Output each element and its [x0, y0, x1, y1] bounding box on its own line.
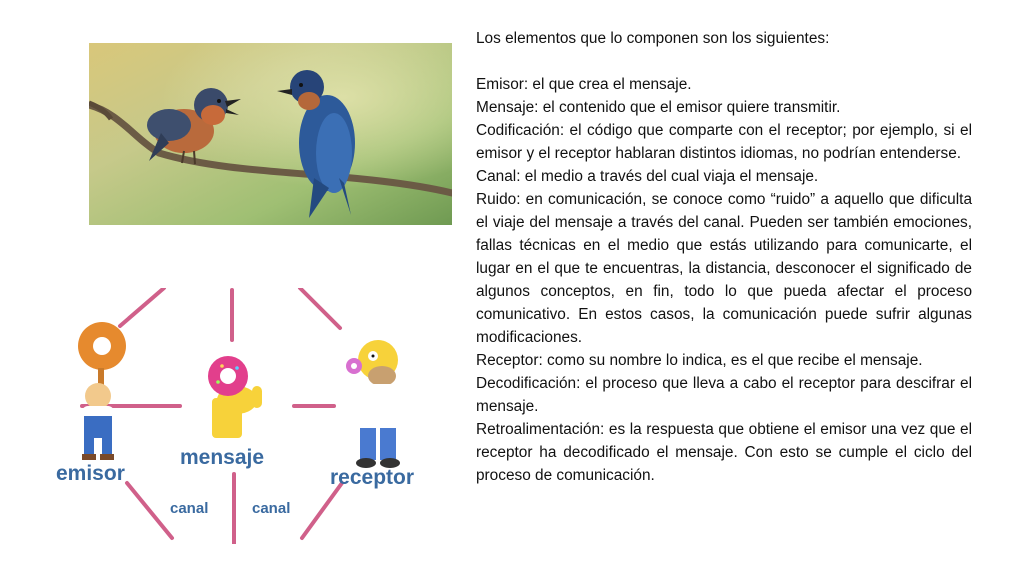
mensaje-label: mensaje: [180, 446, 265, 469]
connector-line: [300, 288, 340, 328]
item-decodificacion: Decodificación: el proceso que lleva a cabo el receptor para descifrar el mensaje.: [476, 375, 972, 415]
item-ruido: Ruido: en comunicación, se conoce como “ruido” a aquello que dificulta el viaje del mensaje a través del canal. Pueden ser también emociones, fallas técnicas en el medio que estás utilizando para comunicarte, el lugar en el que te encuentras, la distancia, desconocer el significado de algunos conceptos, en fin, todo lo que pueda afectar el proceso comunicativo. En estos casos, la comunicación puede sufrir algunas modificaciones.: [476, 191, 972, 346]
receptor-character-icon: [346, 340, 400, 468]
elements-text: [476, 27, 972, 487]
item-emisor: Emisor: el que crea el mensaje.: [476, 76, 692, 93]
item-mensaje: Mensaje: el contenido que el emisor quiere transmitir.: [476, 99, 841, 116]
mensaje-donut-icon: [208, 356, 262, 438]
canal-label-right: canal: [252, 500, 291, 517]
connector-line: [302, 483, 342, 538]
birds-illustration: [89, 43, 452, 225]
birds-photo: [89, 43, 452, 225]
canal-label-left: canal: [170, 500, 209, 517]
item-codificacion: Codificación: el código que comparte con el receptor; por ejemplo, si el emisor y el receptor hablaran distintos idiomas, no podrían entenderse.: [476, 122, 972, 162]
item-canal: Canal: el medio a través del cual viaja el mensaje.: [476, 168, 819, 185]
item-receptor: Receptor: como su nombre lo indica, es el que recibe el mensaje.: [476, 352, 923, 369]
connector-line: [120, 288, 164, 326]
communication-diagram: [52, 288, 452, 544]
intro-paragraph: Los elementos que lo componen son los siguientes:: [476, 30, 830, 47]
emisor-label: emisor: [56, 462, 125, 485]
emisor-character-icon: [78, 322, 126, 460]
receptor-label: receptor: [330, 466, 415, 489]
connector-line: [127, 483, 172, 538]
diagram-canvas: [52, 288, 452, 544]
item-retroalimentacion: Retroalimentación: es la respuesta que obtiene el emisor una vez que el receptor ha decodificado el mensaje. Con esto se cumple el ciclo del proceso de comunicación.: [476, 421, 972, 484]
